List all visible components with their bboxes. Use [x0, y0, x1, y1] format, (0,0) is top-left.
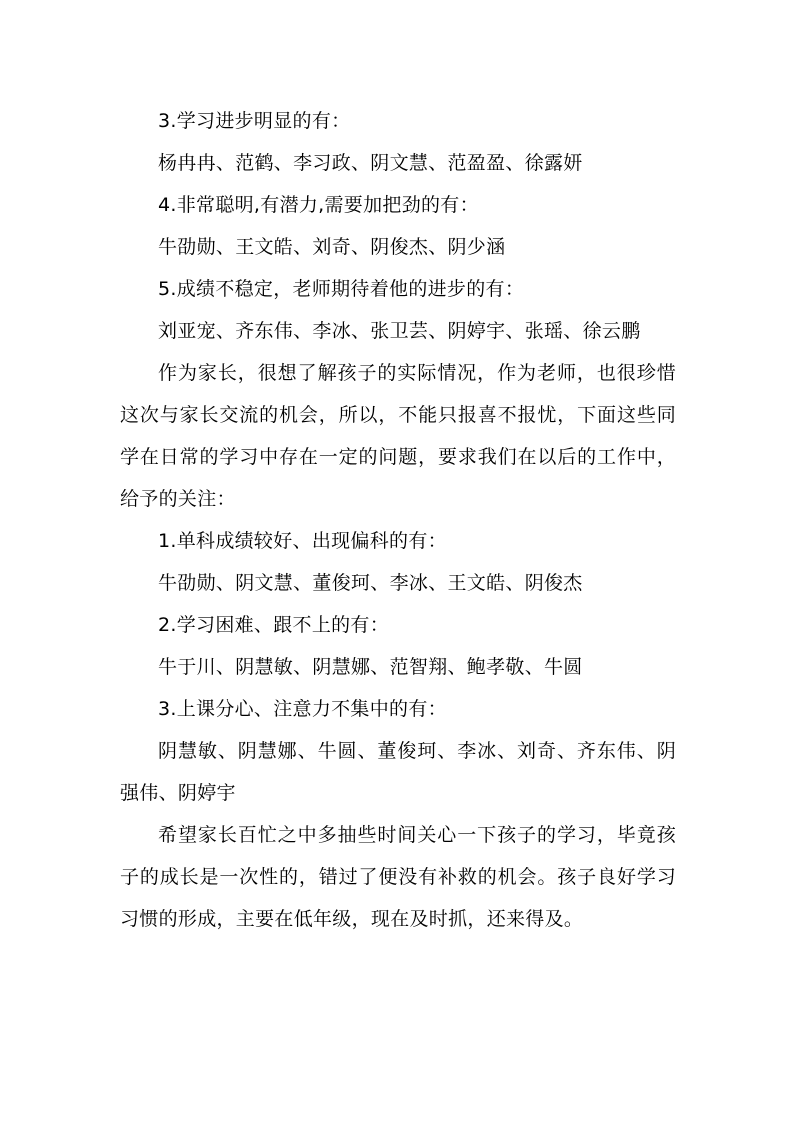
student-list-single-subject: 牛劭勋、阴文慧、董俊珂、李冰、王文皓、阴俊杰 [158, 572, 583, 594]
category-heading-progress: 3.学习进步明显的有： [158, 110, 351, 132]
category-heading-distracted: 3.上课分心、注意力不集中的有： [158, 698, 447, 720]
student-list-unstable: 刘亚宠、齐东伟、李冰、张卫芸、阴婷宇、张瑶、徐云鹏 [158, 320, 641, 342]
document-body [120, 100, 676, 940]
student-list-progress: 杨冉冉、范鹤、李习政、阴文慧、范盈盈、徐露妍 [158, 152, 583, 174]
category-heading-unstable: 5.成绩不稳定，老师期待着他的进步的有： [158, 278, 525, 300]
student-list-potential: 牛劭勋、王文皓、刘奇、阴俊杰、阴少涵 [158, 236, 506, 258]
category-heading-single-subject: 1.单科成绩较好、出现偏科的有： [158, 530, 447, 552]
intro-paragraph: 作为家长，很想了解孩子的实际情况，作为老师，也很珍惜这次与家长交流的机会，所以，不能只报喜不报忧，下面这些同学在日常的学习中存在一定的问题，要求我们在以后的工作中，给予的关注： [120, 362, 676, 510]
closing-paragraph: 希望家长百忙之中多抽些时间关心一下孩子的学习，毕竟孩子的成长是一次性的，错过了便没有补救的机会。孩子良好学习习惯的形成，主要在低年级，现在及时抓，还来得及。 [120, 824, 676, 930]
student-list-difficulty: 牛于川、阴慧敏、阴慧娜、范智翔、鲍孝敬、牛圆 [158, 656, 583, 678]
category-heading-difficulty: 2.学习困难、跟不上的有： [158, 614, 390, 636]
category-heading-potential: 4.非常聪明,有潜力,需要加把劲的有： [158, 194, 479, 216]
student-list-distracted: 阴慧敏、阴慧娜、牛圆、董俊珂、李冰、刘奇、齐东伟、阴强伟、阴婷宇 [120, 740, 676, 804]
